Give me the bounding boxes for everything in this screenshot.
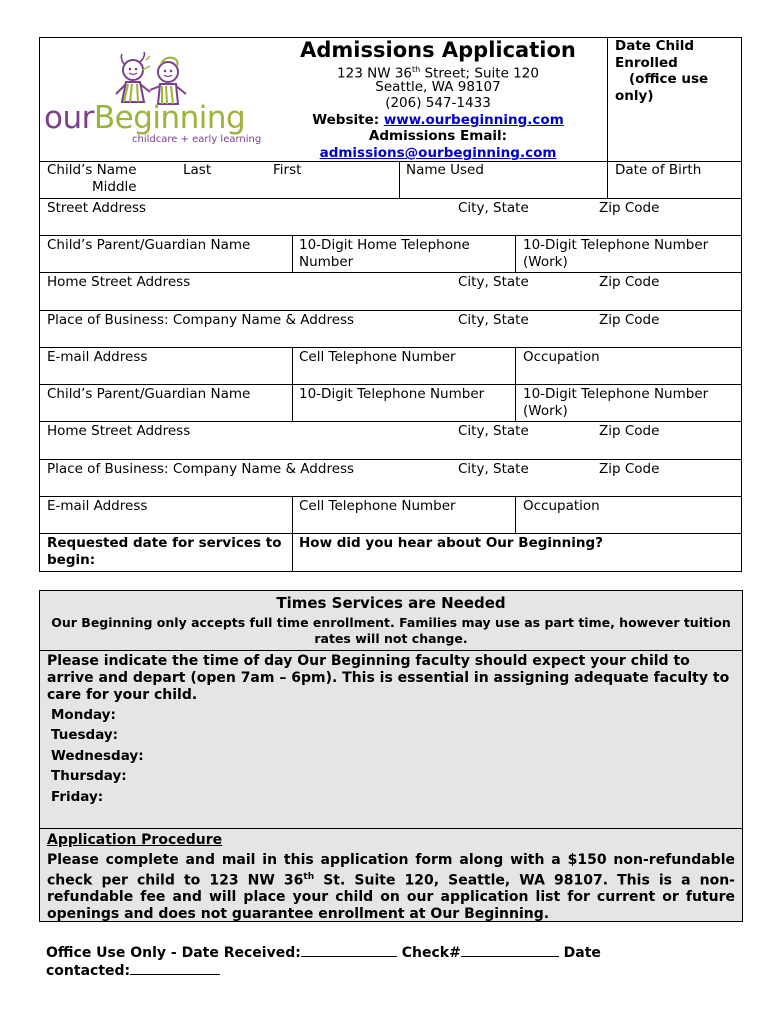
office-enrolled-box: Date Child Enrolled (office use only) [615, 38, 709, 104]
day-wednesday: Wednesday: [51, 748, 144, 764]
day-monday: Monday: [51, 707, 116, 723]
office-use-line: Office Use Only - Date Received: Check# Date contacted: [46, 945, 601, 979]
parent1-business-city-label: City, State [458, 312, 529, 328]
date-contacted-blank[interactable] [130, 962, 220, 975]
parent1-work-phone-label: 10-Digit Telephone Number (Work) [523, 237, 709, 270]
parent2-business-zip-label: Zip Code [599, 461, 660, 477]
parent1-city-state-label: City, State [458, 274, 529, 290]
address-line: 123 NW 36th Street; Suite 120 [337, 65, 539, 82]
city-state-label: City, State [458, 200, 529, 216]
parent1-email-label: E-mail Address [47, 349, 148, 365]
logo [44, 52, 269, 150]
email-label: Admissions Email: [368, 128, 508, 144]
parent2-cell-label: Cell Telephone Number [299, 498, 456, 514]
city-line: Seattle, WA 98107 [375, 79, 501, 95]
street-address-label: Street Address [47, 200, 147, 216]
parent2-work-phone-label: 10-Digit Telephone Number (Work) [523, 386, 709, 419]
procedure-text: Please complete and mail in this application form along with a $150 non-refundable check per child to 123 NW 36th St. Suite 120, Seattle, WA 98107. This is a non-refundable fee and will place your child on our application list for current or future openings and does not guarantee enrollment at Our Beginning. [47, 852, 735, 923]
parent1-zip-label: Zip Code [599, 274, 660, 290]
parent2-name-label: Child’s Parent/Guardian Name [47, 386, 251, 402]
website-line: Website: www.ourbeginning.com [312, 112, 564, 128]
date-of-birth-label: Date of Birth [615, 162, 702, 178]
times-title: Times Services are Needed [276, 594, 506, 612]
parent1-business-zip-label: Zip Code [599, 312, 660, 328]
times-instruction: Please indicate the time of day Our Beginning faculty should expect your child to arrive and depart (open 7am – 6pm). This is essential in assigning adequate faculty to care for your child. [47, 653, 730, 703]
parent2-business-city-label: City, State [458, 461, 529, 477]
day-thursday: Thursday: [51, 768, 127, 784]
parent2-email-label: E-mail Address [47, 498, 148, 514]
phone-line: (206) 547-1433 [385, 95, 491, 111]
parent2-home-address-label: Home Street Address [47, 423, 191, 439]
requested-date-label: Requested date for services to begin: [47, 535, 282, 568]
parent1-home-phone-label: 10-Digit Home Telephone Number [299, 237, 470, 270]
childs-name-label: Child’s Name [47, 162, 137, 178]
logo-tagline: childcare + early learning [132, 134, 262, 145]
check-blank[interactable] [461, 944, 559, 957]
logo-word-our: our [44, 100, 94, 136]
parent2-city-state-label: City, State [458, 423, 529, 439]
email-link[interactable]: admissions@ourbeginning.com [319, 145, 557, 161]
day-friday: Friday: [51, 789, 104, 805]
parent2-zip-label: Zip Code [599, 423, 660, 439]
how-hear-label: How did you hear about Our Beginning? [299, 535, 603, 551]
name-used-label: Name Used [406, 162, 484, 178]
date-received-blank[interactable] [301, 944, 397, 957]
parent2-business-label: Place of Business: Company Name & Address [47, 461, 355, 477]
parent1-occupation-label: Occupation [523, 349, 600, 365]
parent2-phone-label: 10-Digit Telephone Number [299, 386, 485, 402]
last-name-label: Last [183, 162, 212, 178]
procedure-heading: Application Procedure [47, 832, 223, 848]
parent1-business-label: Place of Business: Company Name & Address [47, 312, 355, 328]
middle-name-label: Middle [92, 179, 137, 195]
day-tuesday: Tuesday: [51, 727, 119, 743]
website-link[interactable]: www.ourbeginning.com [383, 112, 564, 128]
parent1-name-label: Child’s Parent/Guardian Name [47, 237, 251, 253]
parent1-home-address-label: Home Street Address [47, 274, 191, 290]
parent1-cell-label: Cell Telephone Number [299, 349, 456, 365]
zip-code-label: Zip Code [599, 200, 660, 216]
parent2-occupation-label: Occupation [523, 498, 600, 514]
first-name-label: First [273, 162, 302, 178]
times-subtitle: Our Beginning only accepts full time enrollment. Families may use as part time, however tuition rates will not change. [51, 615, 731, 646]
logo-word-beginning: Beginning [93, 100, 246, 136]
page-title: Admissions Application [300, 38, 576, 62]
